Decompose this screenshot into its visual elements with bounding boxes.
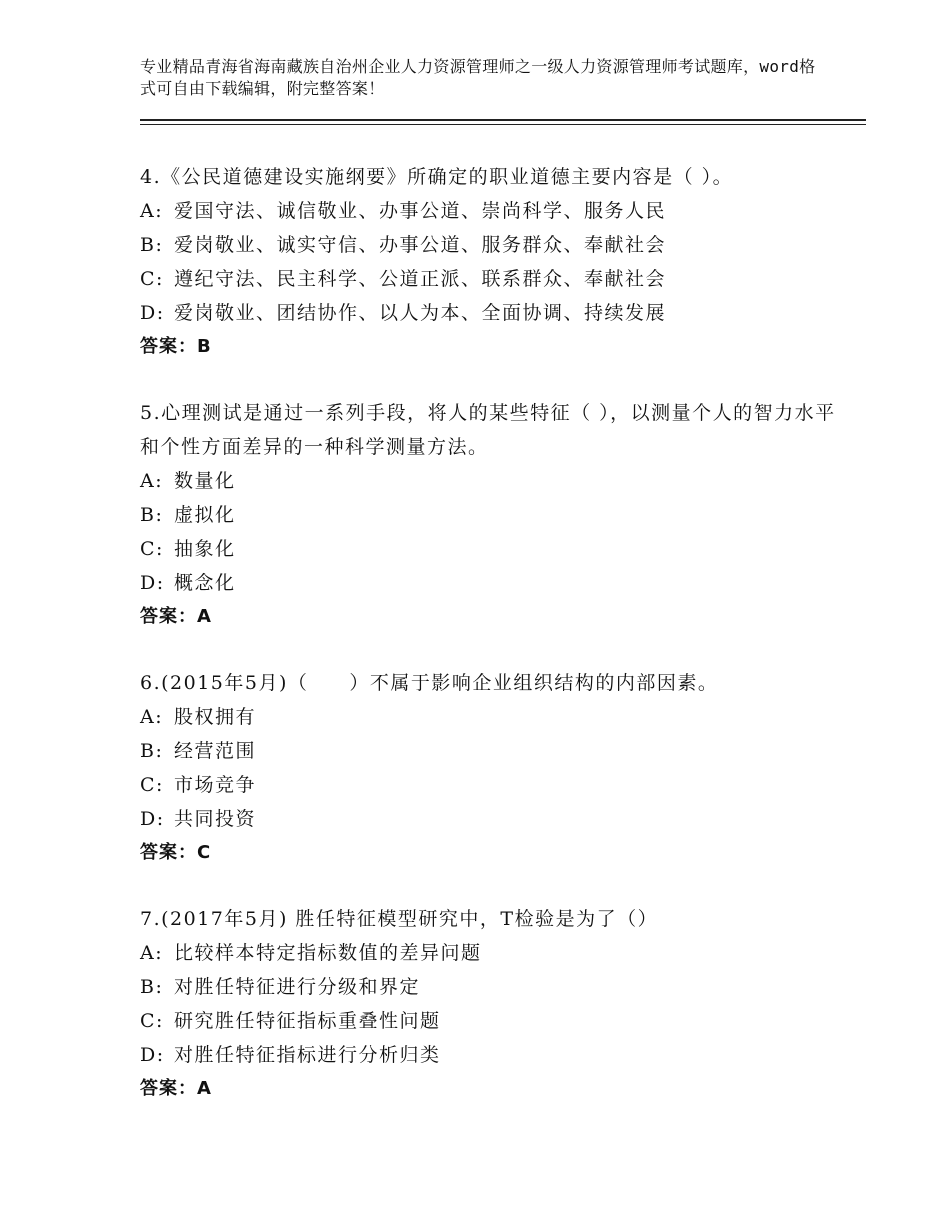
answer-line: 答案：A: [140, 1078, 212, 1099]
option-text: 虚拟化: [174, 504, 236, 526]
option-d: [140, 296, 840, 330]
option-text: 共同投资: [174, 808, 257, 830]
option-text: 对胜任特征进行分级和界定: [174, 976, 421, 998]
option-text: 遵纪守法、民主科学、公道正派、联系群众、奉献社会: [174, 268, 667, 290]
option-text: 抽象化: [174, 538, 236, 560]
option-text: 爱岗敬业、团结协作、以人为本、全面协调、持续发展: [174, 302, 667, 324]
option-b: [140, 734, 840, 768]
option-a: [140, 700, 840, 734]
question-stem: 5.心理测试是通过一系列手段，将人的某些特征（ ），以测量个人的智力水平和个性方面差异的一种科学测量方法。: [140, 402, 836, 458]
document-header: 专业精品青海省海南藏族自治州企业人力资源管理师之一级人力资源管理师考试题库，word格式可自由下载编辑，附完整答案！: [140, 57, 816, 98]
option-key: D:: [140, 572, 165, 594]
option-key: B:: [140, 976, 164, 998]
option-text: 概念化: [174, 572, 236, 594]
option-b: [140, 228, 840, 262]
option-key: B:: [140, 740, 164, 762]
option-text: 经营范围: [174, 740, 257, 762]
header-divider-thick: [140, 119, 866, 121]
option-key: C:: [140, 774, 164, 796]
answer-line: 答案：C: [140, 842, 212, 863]
option-text: 股权拥有: [174, 706, 257, 728]
option-key: B:: [140, 234, 164, 256]
option-key: A:: [140, 200, 164, 222]
option-d: [140, 566, 840, 600]
question-4: [140, 160, 840, 364]
option-key: A:: [140, 942, 164, 964]
option-text: 爱国守法、诚信敬业、办事公道、崇尚科学、服务人民: [174, 200, 667, 222]
option-c: [140, 532, 840, 566]
option-key: C:: [140, 268, 164, 290]
option-key: C:: [140, 538, 164, 560]
option-text: 数量化: [174, 470, 236, 492]
header-divider-thin: [140, 124, 866, 125]
option-key: D:: [140, 302, 165, 324]
answer-line: 答案：A: [140, 606, 212, 627]
option-key: A:: [140, 470, 164, 492]
option-b: [140, 970, 840, 1004]
question-5: [140, 396, 840, 634]
question-stem: 6.(2015年5月)（ ）不属于影响企业组织结构的内部因素。: [140, 672, 719, 694]
question-stem: 7.(2017年5月) 胜任特征模型研究中，T检验是为了（）: [140, 908, 659, 930]
option-b: [140, 498, 840, 532]
question-7: [140, 902, 840, 1106]
question-6: [140, 666, 840, 870]
option-a: [140, 464, 840, 498]
option-d: [140, 1038, 840, 1072]
option-text: 比较样本特定指标数值的差异问题: [174, 942, 482, 964]
question-list: [140, 160, 840, 1138]
option-key: D:: [140, 1044, 165, 1066]
option-key: B:: [140, 504, 164, 526]
question-stem: 4.《公民道德建设实施纲要》所确定的职业道德主要内容是（ ）。: [140, 166, 734, 188]
option-c: [140, 1004, 840, 1038]
option-a: [140, 936, 840, 970]
option-key: A:: [140, 706, 164, 728]
option-c: [140, 262, 840, 296]
option-key: C:: [140, 1010, 164, 1032]
option-a: [140, 194, 840, 228]
option-key: D:: [140, 808, 165, 830]
option-text: 爱岗敬业、诚实守信、办事公道、服务群众、奉献社会: [174, 234, 667, 256]
option-text: 研究胜任特征指标重叠性问题: [174, 1010, 441, 1032]
option-c: [140, 768, 840, 802]
option-text: 对胜任特征指标进行分析归类: [174, 1044, 441, 1066]
option-text: 市场竞争: [174, 774, 257, 796]
option-d: [140, 802, 840, 836]
answer-line: 答案：B: [140, 336, 212, 357]
